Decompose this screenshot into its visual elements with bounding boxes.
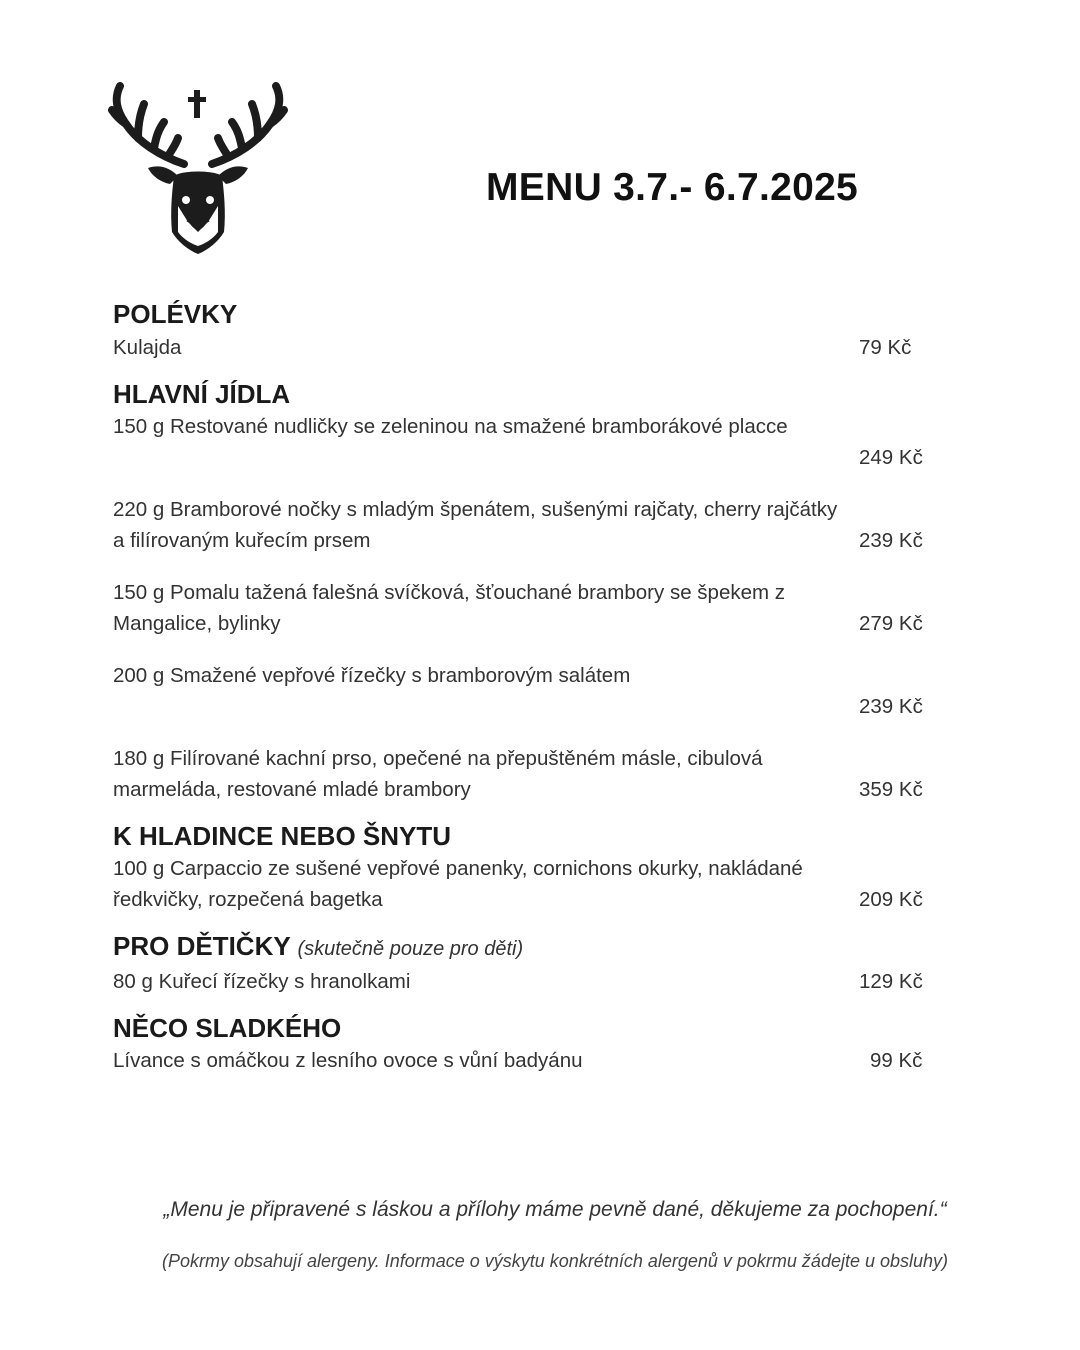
item-price: 99 Kč <box>870 1049 923 1072</box>
item-price: 129 Kč <box>859 970 923 993</box>
item-name: Kulajda <box>113 336 182 359</box>
menu-item <box>113 853 933 915</box>
item-price: 209 Kč <box>859 888 923 911</box>
menu-item <box>113 411 933 473</box>
footer-quote: „Menu je připravené s láskou a přílohy máme pevně dané, děkujeme za pochopení.“ <box>163 1198 947 1221</box>
section-main-dishes <box>113 377 933 805</box>
section-title: POLÉVKY <box>113 299 238 329</box>
item-price: 279 Kč <box>859 612 923 635</box>
menu-item <box>113 332 933 363</box>
deer-logo-icon <box>108 82 288 257</box>
item-price: 249 Kč <box>859 446 923 469</box>
section-snacks <box>113 819 933 915</box>
item-name: 100 g Carpaccio ze sušené vepřové panenky, cornichons okurky, nakládané ředkvičky, rozpečená bagetka <box>113 857 803 911</box>
item-name: 180 g Filírované kachní prso, opečené na přepuštěném másle, cibulová marmeláda, restované mladé brambory <box>113 747 763 801</box>
menu-item <box>113 743 933 805</box>
section-title <box>113 929 933 966</box>
section-soups <box>113 297 933 363</box>
menu-item <box>113 577 933 639</box>
menu-title: MENU 3.7.- 6.7.2025 <box>486 166 859 209</box>
item-name: 150 g Restované nudličky se zeleninou na smažené bramborákové placce <box>113 415 788 438</box>
section-desserts <box>113 1011 933 1076</box>
item-name: 200 g Smažené vepřové řízečky s bramborovým salátem <box>113 664 631 687</box>
item-name: 220 g Bramborové nočky s mladým špenátem, sušenými rajčaty, cherry rajčátky a filírovaným kuřecím prsem <box>113 498 838 552</box>
allergen-note: (Pokrmy obsahují alergeny. Informace o výskytu konkrétních alergenů v pokrmu žádejte u obsluhy) <box>161 1251 949 1271</box>
menu-item <box>113 660 933 722</box>
item-name: Lívance s omáčkou z lesního ovoce s vůní badyánu <box>113 1049 583 1072</box>
item-price: 239 Kč <box>859 695 923 718</box>
item-price: 79 Kč <box>859 336 912 359</box>
menu-item <box>113 494 933 556</box>
section-title-text: PRO DĚTIČKY <box>113 931 291 961</box>
menu-item <box>113 966 933 997</box>
section-note: (skutečně pouze pro děti) <box>297 938 524 960</box>
item-name: 80 g Kuřecí řízečky s hranolkami <box>113 970 411 993</box>
section-title: K HLADINCE NEBO ŠNYTU <box>113 821 452 851</box>
menu-item <box>113 1045 933 1076</box>
menu-body <box>113 297 933 1076</box>
item-name: 150 g Pomalu tažená falešná svíčková, šťouchané brambory se špekem z Mangalice, bylinky <box>113 581 786 635</box>
section-kids <box>113 929 933 997</box>
item-price: 359 Kč <box>859 778 923 801</box>
section-title: NĚCO SLADKÉHO <box>113 1013 342 1043</box>
item-price: 239 Kč <box>859 529 923 552</box>
section-title: HLAVNÍ JÍDLA <box>113 379 291 409</box>
